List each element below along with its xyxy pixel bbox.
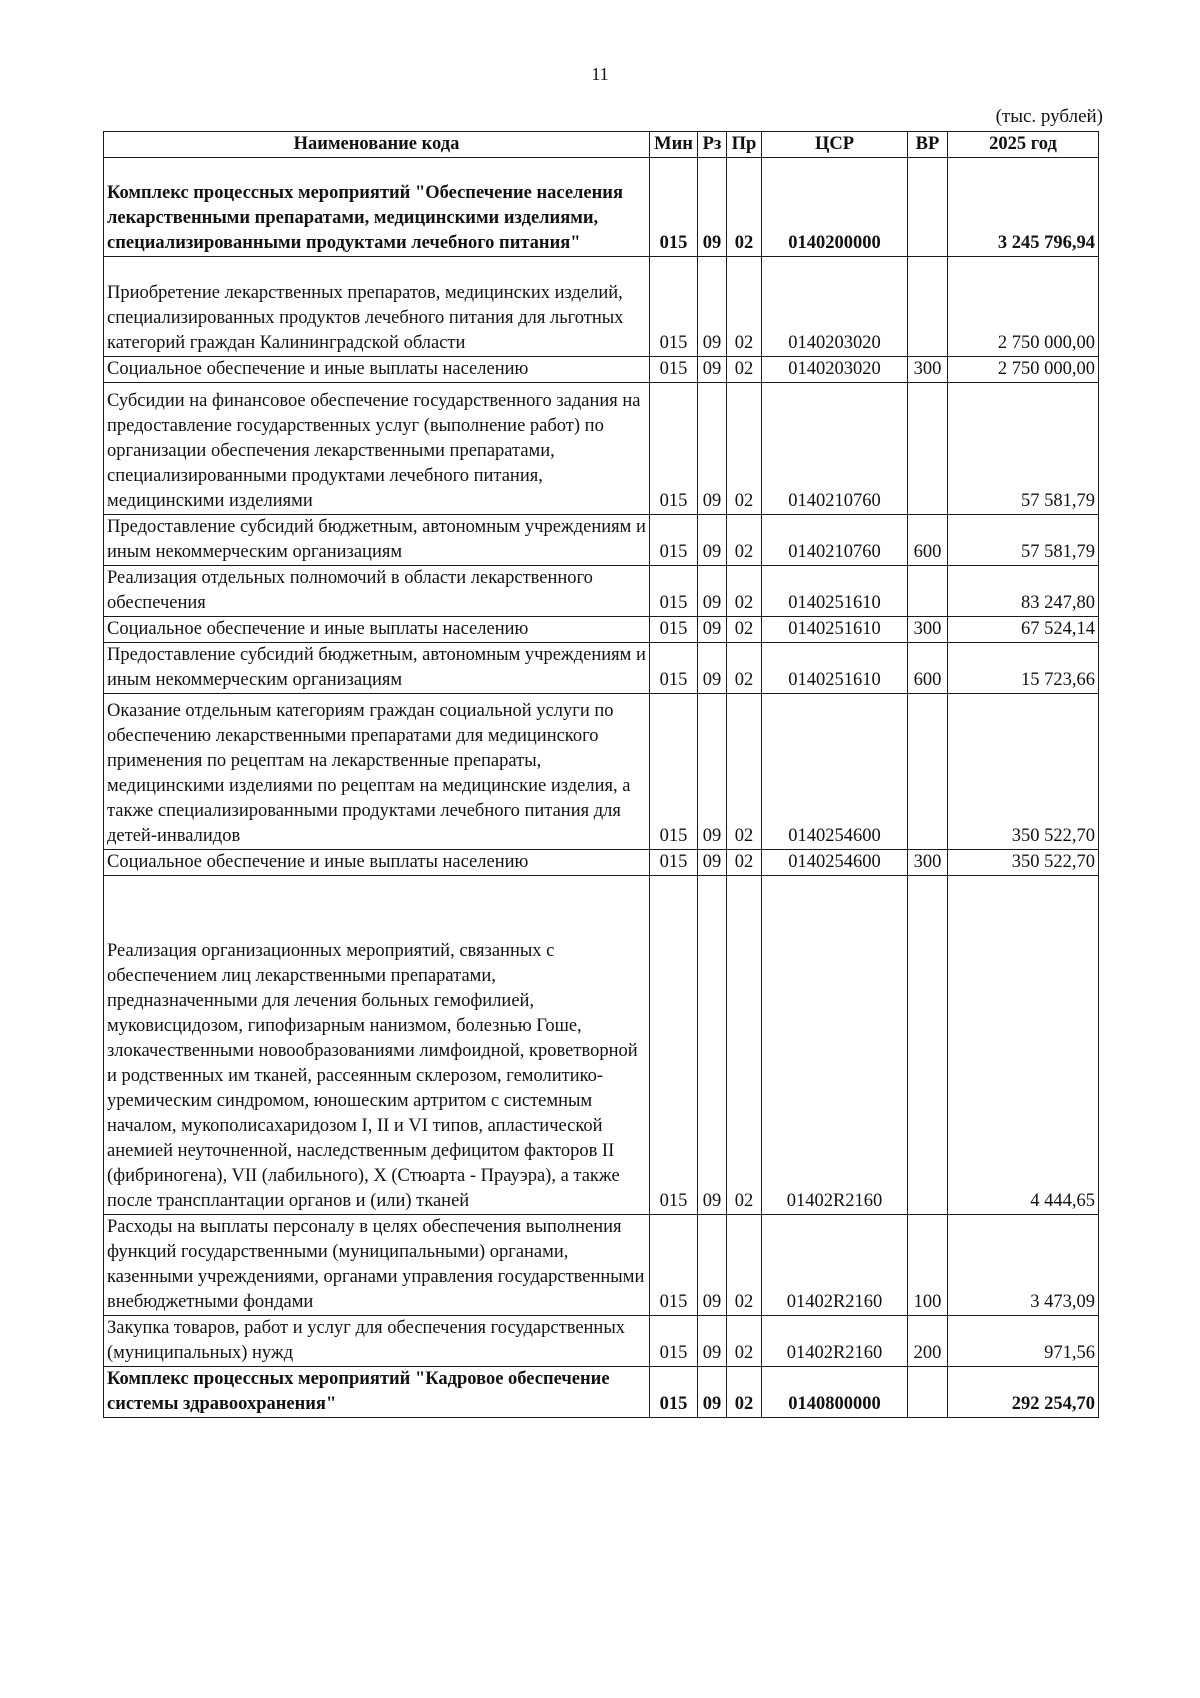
units-note: (тыс. рублей) [995,106,1103,127]
row-min-cell: 015 [650,617,698,643]
row-name-cell: Социальное обеспечение и иные выплаты населению [104,617,650,643]
row-amount-cell: 3 473,09 [948,1215,1099,1316]
header-min: Мин [650,132,698,158]
row-min-cell: 015 [650,1215,698,1316]
row-name-cell: Реализация организационных мероприятий, связанных с обеспечением лиц лекарственными препаратами, предназначенными для лечения больных гемофилией, муковисцидозом, гипофизарным нанизмом, болезнью Гоше, злокачественными новообразованиями лимфоидной, кроветворной и родственных им тканей, рассеянным склерозом, гемолитико-уремическим синдромом, юношеским артритом с системным началом, мукополисахаридозом I, II и VI типов, апластической анемией неуточненной, наследственным дефицитом факторов II (фибриногена), VII (лабильного), X (Стюарта - Прауэра), а также после трансплантации органов и (или) тканей [104,876,650,1215]
row-min-cell: 015 [650,383,698,515]
row-vr-cell [908,694,948,850]
row-min-cell: 015 [650,158,698,257]
row-csr-cell: 0140200000 [762,158,908,257]
row-vr-cell [908,566,948,617]
row-csr-cell: 0140254600 [762,694,908,850]
row-csr-cell: 0140800000 [762,1367,908,1418]
table-row [104,694,1099,850]
row-csr-cell: 0140210760 [762,383,908,515]
row-amount-cell: 67 524,14 [948,617,1099,643]
table-row [104,357,1099,383]
row-rz-cell: 09 [698,617,727,643]
row-pr-cell: 02 [727,643,762,694]
row-rz-cell: 09 [698,1316,727,1367]
table-row [104,850,1099,876]
row-csr-cell: 0140251610 [762,617,908,643]
row-vr-cell [908,876,948,1215]
row-name-cell: Социальное обеспечение и иные выплаты населению [104,850,650,876]
row-min-cell: 015 [650,694,698,850]
row-min-cell: 015 [650,643,698,694]
table-header-row [104,132,1099,158]
row-csr-cell: 0140251610 [762,643,908,694]
header-year: 2025 год [948,132,1099,158]
row-pr-cell: 02 [727,357,762,383]
row-name-cell: Оказание отдельным категориям граждан социальной услуги по обеспечению лекарственными препаратами для медицинского применения по рецептам на лекарственные препараты, медицинскими изделиями по рецептам на медицинские изделия, а также специализированными продуктами лечебного питания для детей-инвалидов [104,694,650,850]
row-name-cell: Предоставление субсидий бюджетным, автономным учреждениям и иным некоммерческим организациям [104,643,650,694]
row-pr-cell: 02 [727,257,762,357]
row-min-cell: 015 [650,850,698,876]
row-csr-cell: 0140254600 [762,850,908,876]
row-amount-cell: 292 254,70 [948,1367,1099,1418]
row-pr-cell: 02 [727,566,762,617]
row-min-cell: 015 [650,1367,698,1418]
row-pr-cell: 02 [727,617,762,643]
row-amount-cell: 57 581,79 [948,515,1099,566]
row-pr-cell: 02 [727,850,762,876]
row-rz-cell: 09 [698,694,727,850]
table-row [104,158,1099,257]
row-vr-cell: 600 [908,515,948,566]
row-pr-cell: 02 [727,383,762,515]
header-csr: ЦСР [762,132,908,158]
row-rz-cell: 09 [698,1215,727,1316]
row-pr-cell: 02 [727,1367,762,1418]
row-rz-cell: 09 [698,850,727,876]
row-amount-cell: 83 247,80 [948,566,1099,617]
row-pr-cell: 02 [727,158,762,257]
row-csr-cell: 0140203020 [762,357,908,383]
row-vr-cell: 300 [908,357,948,383]
row-rz-cell: 09 [698,257,727,357]
row-vr-cell: 100 [908,1215,948,1316]
row-amount-cell: 15 723,66 [948,643,1099,694]
row-csr-cell: 01402R2160 [762,1215,908,1316]
table-row [104,876,1099,1215]
row-csr-cell: 0140210760 [762,515,908,566]
row-amount-cell: 350 522,70 [948,850,1099,876]
row-name-cell: Субсидии на финансовое обеспечение государственного задания на предоставление государственных услуг (выполнение работ) по организации обеспечения лекарственными препаратами, специализированными продуктами лечебного питания, медицинскими изделиями [104,383,650,515]
row-amount-cell: 4 444,65 [948,876,1099,1215]
table-row [104,257,1099,357]
row-vr-cell [908,1367,948,1418]
row-vr-cell: 300 [908,617,948,643]
row-name-cell: Приобретение лекарственных препаратов, медицинских изделий, специализированных продуктов лечебного питания для льготных категорий граждан Калининградской области [104,257,650,357]
row-amount-cell: 57 581,79 [948,383,1099,515]
row-amount-cell: 2 750 000,00 [948,257,1099,357]
row-min-cell: 015 [650,566,698,617]
header-pr: Пр [727,132,762,158]
row-amount-cell: 350 522,70 [948,694,1099,850]
page-number: 11 [591,64,609,84]
row-rz-cell: 09 [698,515,727,566]
row-name-cell: Расходы на выплаты персоналу в целях обеспечения выполнения функций государственными (муниципальными) органами, казенными учреждениями, органами управления государственными внебюджетными фондами [104,1215,650,1316]
row-rz-cell: 09 [698,158,727,257]
table-row [104,515,1099,566]
row-pr-cell: 02 [727,1215,762,1316]
table-row [104,566,1099,617]
row-vr-cell: 300 [908,850,948,876]
row-amount-cell: 971,56 [948,1316,1099,1367]
row-amount-cell: 2 750 000,00 [948,357,1099,383]
row-rz-cell: 09 [698,1367,727,1418]
row-pr-cell: 02 [727,694,762,850]
table-body [104,158,1099,1418]
header-rz: Рз [698,132,727,158]
row-pr-cell: 02 [727,876,762,1215]
row-min-cell: 015 [650,1316,698,1367]
row-csr-cell: 01402R2160 [762,1316,908,1367]
row-pr-cell: 02 [727,515,762,566]
row-vr-cell: 200 [908,1316,948,1367]
table-row [104,617,1099,643]
row-vr-cell [908,383,948,515]
table-row [104,1367,1099,1418]
row-pr-cell: 02 [727,1316,762,1367]
header-name: Наименование кода [104,132,650,158]
row-amount-cell: 3 245 796,94 [948,158,1099,257]
row-min-cell: 015 [650,515,698,566]
row-rz-cell: 09 [698,383,727,515]
row-name-cell: Закупка товаров, работ и услуг для обеспечения государственных (муниципальных) нужд [104,1316,650,1367]
row-name-cell: Предоставление субсидий бюджетным, автономным учреждениям и иным некоммерческим организациям [104,515,650,566]
row-csr-cell: 01402R2160 [762,876,908,1215]
row-min-cell: 015 [650,357,698,383]
row-name-cell: Комплекс процессных мероприятий "Обеспечение населения лекарственными препаратами, медицинскими изделиями, специализированными продуктами лечебного питания" [104,158,650,257]
row-min-cell: 015 [650,876,698,1215]
table-row [104,643,1099,694]
budget-table [103,131,1099,1418]
row-name-cell: Комплекс процессных мероприятий "Кадровое обеспечение системы здравоохранения" [104,1367,650,1418]
table-row [104,383,1099,515]
row-vr-cell [908,158,948,257]
table-row [104,1215,1099,1316]
row-vr-cell: 600 [908,643,948,694]
table-row [104,1316,1099,1367]
row-vr-cell [908,257,948,357]
row-csr-cell: 0140203020 [762,257,908,357]
row-min-cell: 015 [650,257,698,357]
row-csr-cell: 0140251610 [762,566,908,617]
row-rz-cell: 09 [698,357,727,383]
header-vr: ВР [908,132,948,158]
row-name-cell: Социальное обеспечение и иные выплаты населению [104,357,650,383]
row-rz-cell: 09 [698,643,727,694]
row-rz-cell: 09 [698,566,727,617]
row-name-cell: Реализация отдельных полномочий в области лекарственного обеспечения [104,566,650,617]
row-rz-cell: 09 [698,876,727,1215]
